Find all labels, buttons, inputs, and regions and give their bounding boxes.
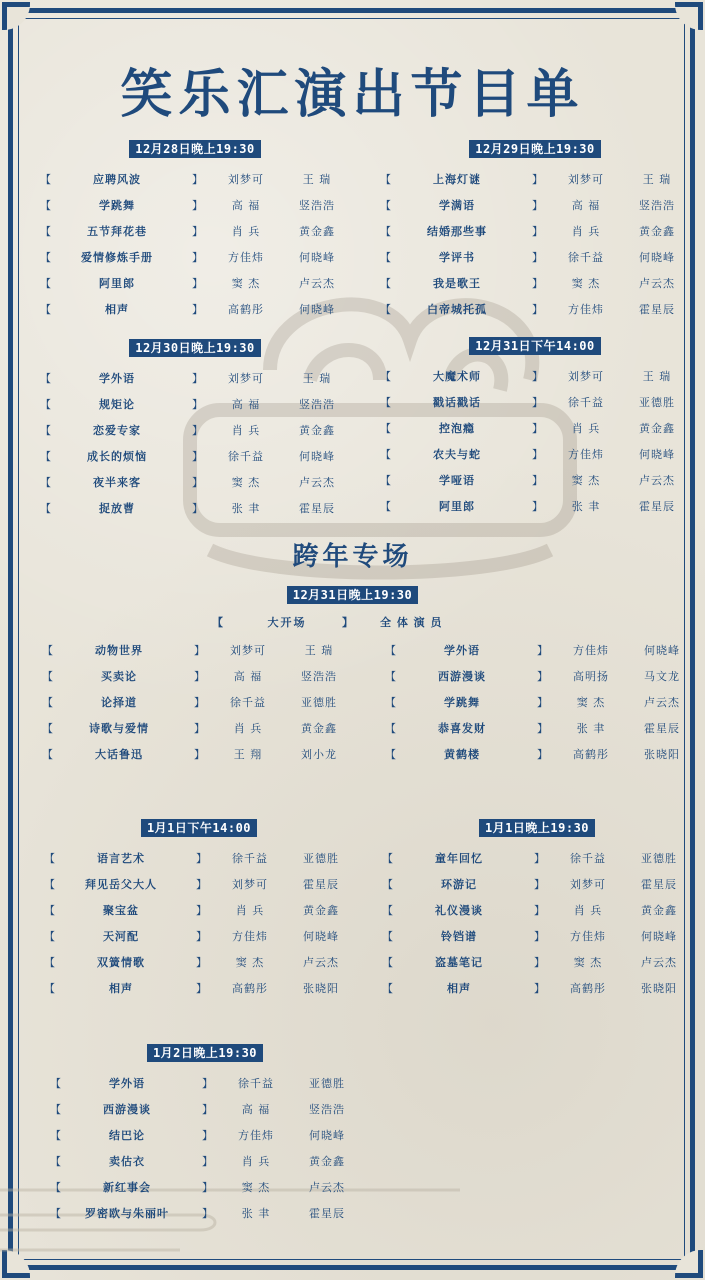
program-name: 卖估衣 (109, 1155, 145, 1168)
program-row: 【 童年回忆 】 徐千益 亚德胜 (382, 846, 705, 872)
performer: 徐千益 (568, 396, 604, 409)
performer: 何晓峰 (641, 930, 677, 943)
program-row: 【 罗密欧与朱丽叶 】 张 聿 霍星辰 (50, 1201, 380, 1227)
performer: 何晓峰 (299, 251, 335, 264)
performer: 刘梦可 (228, 372, 264, 385)
performer: 竖浩浩 (299, 398, 335, 411)
date-tag: 12月31日下午14:00 (469, 337, 601, 355)
program-name: 大魔术师 (433, 370, 481, 383)
date-tag: 1月1日下午14:00 (141, 819, 257, 837)
performer: 刘梦可 (570, 878, 606, 891)
performer: 亚德胜 (301, 696, 337, 709)
program-row: 【 相声 】 高鹤彤 何晓峰 (40, 297, 370, 323)
performer: 霍星辰 (303, 878, 339, 891)
program-name: 西游漫谈 (438, 670, 486, 683)
nye-time-wrap (0, 584, 705, 604)
performer: 肖 兵 (231, 225, 261, 238)
program-row: 【 相声 】 高鹤彤 张晓阳 (382, 976, 705, 1002)
performer: 竖浩浩 (301, 670, 337, 683)
program-name: 黄鹤楼 (444, 748, 480, 761)
program-row: 【 礼仪漫谈 】 肖 兵 黄金鑫 (382, 898, 705, 924)
section-dec28 (40, 138, 370, 323)
performer: 高 福 (571, 199, 601, 212)
program-row: 【 戳话戳话 】 徐千益 亚德胜 (380, 390, 705, 416)
program-row: 【 应聘风波 】 刘梦可 王 瑞 (40, 167, 370, 193)
program-name: 学外语 (444, 644, 480, 657)
program-name: 我是歌王 (433, 277, 481, 290)
program-name: 恋爱专家 (93, 424, 141, 437)
program-list (380, 364, 705, 520)
performer: 方佳炜 (238, 1129, 274, 1142)
performer: 张 聿 (241, 1207, 271, 1220)
program-name: 应聘风波 (93, 173, 141, 186)
performer: 王 瑞 (642, 173, 672, 186)
program-row: 【 西游漫谈 】 高明扬 马文龙 (385, 664, 705, 690)
program-list (42, 638, 372, 768)
program-row: 【 农夫与蛇 】 方佳炜 何晓峰 (380, 442, 705, 468)
performer: 王 翔 (233, 748, 263, 761)
program-row: 【 恭喜发财 】 张 聿 霍星辰 (385, 716, 705, 742)
program-row: 【 规矩论 】 高 福 竖浩浩 (40, 392, 370, 418)
performer: 肖 兵 (571, 422, 601, 435)
program-name: 动物世界 (95, 644, 143, 657)
performer: 竖浩浩 (309, 1103, 345, 1116)
performer: 张 聿 (576, 722, 606, 735)
program-name: 相声 (105, 303, 129, 316)
performer: 徐千益 (238, 1077, 274, 1090)
section-nye-right (385, 638, 705, 768)
performer: 高鹤彤 (573, 748, 609, 761)
section-jan1-afternoon (44, 817, 374, 1002)
performer: 黄金鑫 (309, 1155, 345, 1168)
program-name: 白帝城托孤 (427, 303, 487, 316)
program-name: 礼仪漫谈 (435, 904, 483, 917)
program-name: 铃铛谱 (441, 930, 477, 943)
performer: 刘小龙 (301, 748, 337, 761)
program-row: 【 阿里郎 】 窦 杰 卢云杰 (40, 271, 370, 297)
program-row: 【 新红事会 】 窦 杰 卢云杰 (50, 1175, 380, 1201)
performer: 方佳炜 (570, 930, 606, 943)
performer: 卢云杰 (299, 277, 335, 290)
date-tag: 1月2日晚上19:30 (147, 1044, 263, 1062)
performer: 张 聿 (571, 500, 601, 513)
program-name: 恭喜发财 (438, 722, 486, 735)
performer: 何晓峰 (309, 1129, 345, 1142)
program-name: 五节拜花巷 (87, 225, 147, 238)
performer: 霍星辰 (639, 303, 675, 316)
program-name: 诗歌与爱情 (89, 722, 149, 735)
performer: 黄金鑫 (299, 424, 335, 437)
section-dec30 (40, 337, 370, 522)
program-row: 【 学外语 】 徐千益 亚德胜 (50, 1071, 380, 1097)
program-row: 【 五节拜花巷 】 肖 兵 黄金鑫 (40, 219, 370, 245)
performer: 王 瑞 (642, 370, 672, 383)
program-row: 【 动物世界 】 刘梦可 王 瑞 (42, 638, 372, 664)
performer: 方佳炜 (232, 930, 268, 943)
performer: 霍星辰 (309, 1207, 345, 1220)
program-row: 【 学哑语 】 窦 杰 卢云杰 (380, 468, 705, 494)
section-jan2 (50, 1042, 380, 1227)
performer: 黄金鑫 (303, 904, 339, 917)
performer: 黄金鑫 (639, 225, 675, 238)
performer: 方佳炜 (228, 251, 264, 264)
performer: 窦 杰 (235, 956, 265, 969)
program-list (40, 167, 370, 323)
program-list (380, 167, 705, 323)
program-row: 【 诗歌与爱情 】 肖 兵 黄金鑫 (42, 716, 372, 742)
performer: 窦 杰 (571, 474, 601, 487)
program-name: 规矩论 (99, 398, 135, 411)
performer: 肖 兵 (233, 722, 263, 735)
performer: 卢云杰 (303, 956, 339, 969)
section-dec29 (380, 138, 705, 323)
program-name: 学跳舞 (99, 199, 135, 212)
program-row: 【 学跳舞 】 高 福 竖浩浩 (40, 193, 370, 219)
performer: 霍星辰 (639, 500, 675, 513)
program-name: 上海灯谜 (433, 173, 481, 186)
program-row: 【 西游漫谈 】 高 福 竖浩浩 (50, 1097, 380, 1123)
program-name: 控泡瘾 (439, 422, 475, 435)
program-row: 【 成长的烦恼 】 徐千益 何晓峰 (40, 444, 370, 470)
program-name: 语言艺术 (97, 852, 145, 865)
date-tag: 12月28日晚上19:30 (129, 140, 261, 158)
performer: 窦 杰 (241, 1181, 271, 1194)
performer: 卢云杰 (639, 474, 675, 487)
section-jan1-evening (382, 817, 705, 1002)
cast: 全 体 演 员 (380, 616, 443, 629)
program-name: 戳话戳话 (433, 396, 481, 409)
program-name: 新红事会 (103, 1181, 151, 1194)
program-row: 【 大话鲁迅 】 王 翔 刘小龙 (42, 742, 372, 768)
performer: 徐千益 (228, 450, 264, 463)
program-name: 学哑语 (439, 474, 475, 487)
program-row: 【 天河配 】 方佳炜 何晓峰 (44, 924, 374, 950)
performer: 肖 兵 (231, 424, 261, 437)
program-name: 结婚那些事 (427, 225, 487, 238)
performer: 刘梦可 (568, 370, 604, 383)
program-row: 【 上海灯谜 】 刘梦可 王 瑞 (380, 167, 705, 193)
performer: 黄金鑫 (641, 904, 677, 917)
performer: 刘梦可 (568, 173, 604, 186)
program-name: 西游漫谈 (103, 1103, 151, 1116)
program-name: 论择道 (101, 696, 137, 709)
program-row: 【 拜见岳父大人 】 刘梦可 霍星辰 (44, 872, 374, 898)
performer: 亚德胜 (309, 1077, 345, 1090)
performer: 竖浩浩 (299, 199, 335, 212)
section-dec31-afternoon (380, 335, 705, 520)
program-name: 捉放曹 (99, 502, 135, 515)
program-name: 学外语 (109, 1077, 145, 1090)
program-row: 【 学满语 】 高 福 竖浩浩 (380, 193, 705, 219)
performer: 高 福 (231, 199, 261, 212)
program-list (382, 846, 705, 1002)
program-row: 【 恋爱专家 】 肖 兵 黄金鑫 (40, 418, 370, 444)
performer: 黄金鑫 (299, 225, 335, 238)
performer: 何晓峰 (299, 303, 335, 316)
performer: 刘梦可 (228, 173, 264, 186)
date-tag: 12月31日晚上19:30 (287, 586, 419, 604)
performer: 肖 兵 (241, 1155, 271, 1168)
performer: 亚德胜 (639, 396, 675, 409)
performer: 高 福 (233, 670, 263, 683)
program-name: 拜见岳父大人 (85, 878, 157, 891)
program-name: 学评书 (439, 251, 475, 264)
date-tag: 12月29日晚上19:30 (469, 140, 601, 158)
performer: 肖 兵 (573, 904, 603, 917)
performer: 马文龙 (644, 670, 680, 683)
performer: 卢云杰 (639, 277, 675, 290)
program-name: 聚宝盆 (103, 904, 139, 917)
program-row: 【 控泡瘾 】 肖 兵 黄金鑫 (380, 416, 705, 442)
program-row: 【 相声 】 高鹤彤 张晓阳 (44, 976, 374, 1002)
performer: 何晓峰 (639, 448, 675, 461)
program-name: 阿里郎 (439, 500, 475, 513)
program-name: 夜半来客 (93, 476, 141, 489)
program-list (385, 638, 705, 768)
performer: 高明扬 (573, 670, 609, 683)
performer: 何晓峰 (299, 450, 335, 463)
performer: 高鹤彤 (232, 982, 268, 995)
performer: 徐千益 (230, 696, 266, 709)
program-row: 【 结婚那些事 】 肖 兵 黄金鑫 (380, 219, 705, 245)
performer: 王 瑞 (302, 173, 332, 186)
performer: 肖 兵 (235, 904, 265, 917)
performer: 竖浩浩 (639, 199, 675, 212)
performer: 王 瑞 (302, 372, 332, 385)
performer: 窦 杰 (231, 277, 261, 290)
performer: 窦 杰 (231, 476, 261, 489)
performer: 卢云杰 (641, 956, 677, 969)
program-name: 盗墓笔记 (435, 956, 483, 969)
program-name: 阿里郎 (99, 277, 135, 290)
program-row: 【 卖估衣 】 肖 兵 黄金鑫 (50, 1149, 380, 1175)
program-name: 相声 (109, 982, 133, 995)
performer: 张晓阳 (644, 748, 680, 761)
performer: 高 福 (231, 398, 261, 411)
performer: 肖 兵 (571, 225, 601, 238)
program-name: 大话鲁迅 (95, 748, 143, 761)
program-row: 【 夜半来客 】 窦 杰 卢云杰 (40, 470, 370, 496)
performer: 黄金鑫 (639, 422, 675, 435)
program-name: 环游记 (441, 878, 477, 891)
performer: 王 瑞 (304, 644, 334, 657)
page-title: 笑乐汇演出节目单 (120, 65, 585, 125)
program-row: 【 结巴论 】 方佳炜 何晓峰 (50, 1123, 380, 1149)
program-row: 【 阿里郎 】 张 聿 霍星辰 (380, 494, 705, 520)
date-tag: 1月1日晚上19:30 (479, 819, 595, 837)
performer: 亚德胜 (303, 852, 339, 865)
performer: 刘梦可 (230, 644, 266, 657)
program-row: 【 双簧情歌 】 窦 杰 卢云杰 (44, 950, 374, 976)
performer: 徐千益 (570, 852, 606, 865)
performer: 何晓峰 (639, 251, 675, 264)
program-name: 双簧情歌 (97, 956, 145, 969)
program-name: 相声 (447, 982, 471, 995)
performer: 徐千益 (568, 251, 604, 264)
performer: 卢云杰 (309, 1181, 345, 1194)
program-row: 【 学外语 】 刘梦可 王 瑞 (40, 366, 370, 392)
special-title: 跨年专场 (292, 542, 413, 572)
program-name: 成长的烦恼 (87, 450, 147, 463)
performer: 高鹤彤 (228, 303, 264, 316)
performer: 霍星辰 (299, 502, 335, 515)
program-name: 结巴论 (109, 1129, 145, 1142)
program-name: 买卖论 (101, 670, 137, 683)
program-list (44, 846, 374, 1002)
program-row: 【 大魔术师 】 刘梦可 王 瑞 (380, 364, 705, 390)
performer: 黄金鑫 (301, 722, 337, 735)
program-row: 【 我是歌王 】 窦 杰 卢云杰 (380, 271, 705, 297)
program-name: 大开场 (267, 616, 307, 629)
performer: 方佳炜 (568, 303, 604, 316)
date-tag: 12月30日晚上19:30 (129, 339, 261, 357)
program-row: 【 论择道 】 徐千益 亚德胜 (42, 690, 372, 716)
program-name: 农夫与蛇 (433, 448, 481, 461)
program-row: 【 环游记 】 刘梦可 霍星辰 (382, 872, 705, 898)
program-list (40, 366, 370, 522)
opening-row: 【 大开场 】 全 体 演 员 (212, 612, 512, 634)
performer: 高鹤彤 (570, 982, 606, 995)
program-row: 【 盗墓笔记 】 窦 杰 卢云杰 (382, 950, 705, 976)
program-row: 【 学评书 】 徐千益 何晓峰 (380, 245, 705, 271)
performer: 窦 杰 (573, 956, 603, 969)
performer: 卢云杰 (644, 696, 680, 709)
program-row: 【 买卖论 】 高 福 竖浩浩 (42, 664, 372, 690)
program-name: 天河配 (103, 930, 139, 943)
performer: 张晓阳 (641, 982, 677, 995)
program-name: 学外语 (99, 372, 135, 385)
performer: 霍星辰 (644, 722, 680, 735)
program-row: 【 捉放曹 】 张 聿 霍星辰 (40, 496, 370, 522)
performer: 何晓峰 (303, 930, 339, 943)
program-row: 【 语言艺术 】 徐千益 亚德胜 (44, 846, 374, 872)
performer: 高 福 (241, 1103, 271, 1116)
performer: 方佳炜 (573, 644, 609, 657)
program-row: 【 铃铛谱 】 方佳炜 何晓峰 (382, 924, 705, 950)
performer: 刘梦可 (232, 878, 268, 891)
performer: 何晓峰 (644, 644, 680, 657)
program-row: 【 学跳舞 】 窦 杰 卢云杰 (385, 690, 705, 716)
performer: 卢云杰 (299, 476, 335, 489)
program-row: 【 白帝城托孤 】 方佳炜 霍星辰 (380, 297, 705, 323)
program-name: 童年回忆 (435, 852, 483, 865)
program-name: 学跳舞 (444, 696, 480, 709)
program-row: 【 爱情修炼手册 】 方佳炜 何晓峰 (40, 245, 370, 271)
performer: 窦 杰 (571, 277, 601, 290)
program-name: 罗密欧与朱丽叶 (85, 1207, 169, 1220)
performer: 霍星辰 (641, 878, 677, 891)
section-nye-left (42, 638, 372, 768)
program-name: 学满语 (439, 199, 475, 212)
program-row: 【 黄鹤楼 】 高鹤彤 张晓阳 (385, 742, 705, 768)
performer: 亚德胜 (641, 852, 677, 865)
performer: 张 聿 (231, 502, 261, 515)
performer: 方佳炜 (568, 448, 604, 461)
program-name: 爱情修炼手册 (81, 251, 153, 264)
performer: 窦 杰 (576, 696, 606, 709)
program-list (50, 1071, 380, 1227)
program-row: 【 聚宝盆 】 肖 兵 黄金鑫 (44, 898, 374, 924)
performer: 张晓阳 (303, 982, 339, 995)
performer: 徐千益 (232, 852, 268, 865)
program-row: 【 学外语 】 方佳炜 何晓峰 (385, 638, 705, 664)
